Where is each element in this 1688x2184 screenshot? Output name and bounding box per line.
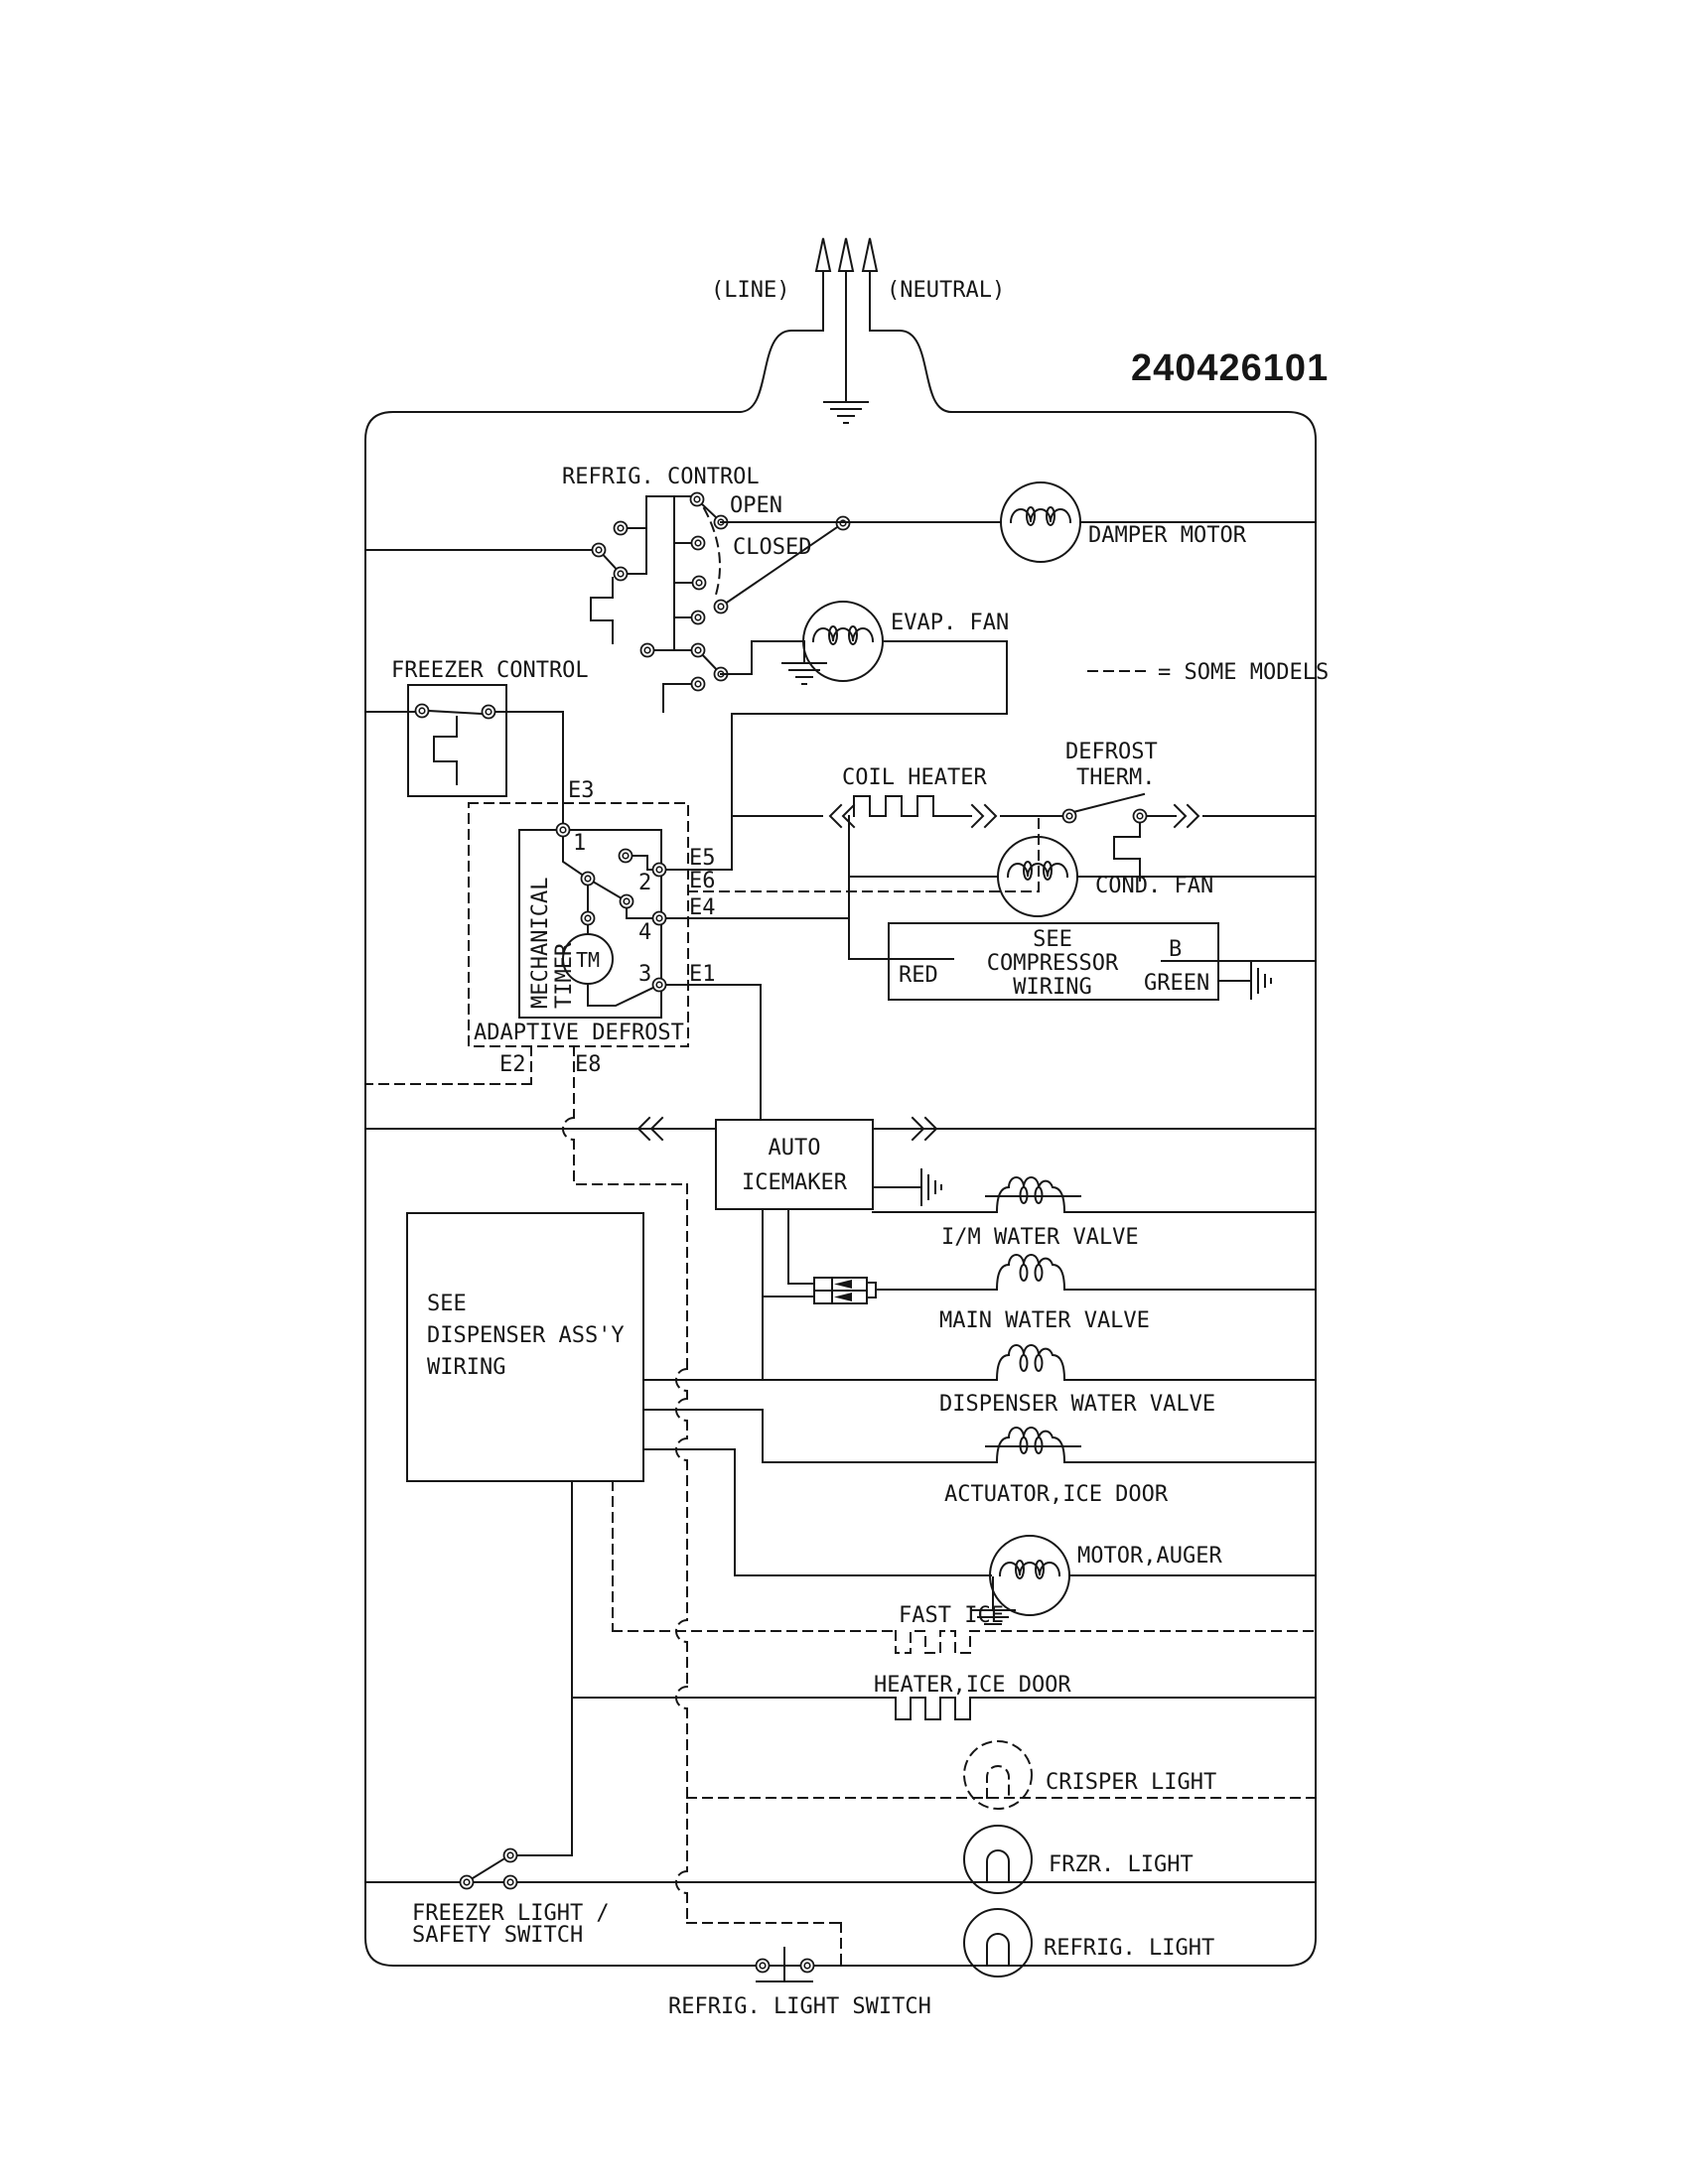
water-valves xyxy=(643,1177,1316,1417)
im-water-valve-label: I/M WATER VALVE xyxy=(941,1225,1139,1250)
connector-icon xyxy=(830,805,841,827)
neutral-label: (NEUTRAL) xyxy=(887,278,1006,303)
freezer-safety-label-2: SAFETY SWITCH xyxy=(412,1923,584,1948)
closed-label: CLOSED xyxy=(733,535,812,560)
dispenser-label-1: SEE xyxy=(427,1292,467,1316)
timer-1-label: 1 xyxy=(573,831,587,856)
e5-label: E5 xyxy=(689,846,716,871)
e6-label: E6 xyxy=(689,869,716,893)
e3-label: E3 xyxy=(568,778,595,803)
evap-fan-label: EVAP. FAN xyxy=(891,611,1010,635)
actuator-ice-door xyxy=(643,1410,1316,1507)
connector-icon xyxy=(985,805,996,827)
evap-fan-coil-icon xyxy=(813,626,873,644)
dispenser-label-2: DISPENSER ASS'Y xyxy=(427,1323,625,1348)
e8-label: E8 xyxy=(575,1052,602,1077)
heater-ice-door xyxy=(572,1673,1316,1719)
cond-fan-label: COND. FAN xyxy=(1095,874,1214,898)
freezer-control xyxy=(365,658,589,830)
dispenser-water-valve-label: DISPENSER WATER VALVE xyxy=(939,1392,1216,1417)
main-water-valve-coil-icon xyxy=(997,1255,1064,1290)
defrost-therm-label-2: THERM. xyxy=(1076,765,1156,790)
im-water-valve-coil-icon xyxy=(997,1177,1064,1212)
crisper-light-label: CRISPER LIGHT xyxy=(1046,1770,1217,1795)
compressor-label-1: SEE xyxy=(1033,927,1072,952)
cabinet-border xyxy=(365,331,1316,1966)
e4-label: E4 xyxy=(689,895,716,920)
defrost-heater-circuit xyxy=(688,740,1316,891)
coil-heater-label: COIL HEATER xyxy=(842,765,987,790)
line-label: (LINE) xyxy=(711,278,790,303)
legend xyxy=(1088,660,1329,685)
tm-label: TM xyxy=(575,948,601,972)
compressor-label-3: WIRING xyxy=(1013,975,1092,1000)
compressor-ground-icon xyxy=(1251,963,1271,999)
main-water-valve-label: MAIN WATER VALVE xyxy=(939,1308,1150,1333)
frzr-light-label: FRZR. LIGHT xyxy=(1049,1852,1194,1877)
fast-ice-element xyxy=(896,1631,970,1653)
fast-ice-label: FAST ICE xyxy=(899,1603,1004,1628)
heater-element xyxy=(896,1698,970,1719)
icemaker-label-2: ICEMAKER xyxy=(742,1170,847,1195)
legend-label: = SOME MODELS xyxy=(1158,660,1330,685)
b-label: B xyxy=(1169,937,1183,962)
refrig-control-label: REFRIG. CONTROL xyxy=(562,465,760,489)
e1-label: E1 xyxy=(689,962,716,987)
connector-icon xyxy=(972,805,983,827)
adaptive-defrost-timer xyxy=(365,778,849,1184)
diode-icon xyxy=(834,1293,852,1301)
auto-icemaker xyxy=(365,1118,1316,1209)
dispenser-assembly xyxy=(407,1213,643,1481)
freezer-control-label: FREEZER CONTROL xyxy=(391,658,589,683)
green-label: GREEN xyxy=(1144,971,1210,996)
red-label: RED xyxy=(899,963,938,988)
timer-2-label: 2 xyxy=(638,871,652,895)
timer-label: TIMER xyxy=(552,942,577,1009)
cond-fan xyxy=(849,816,1316,959)
diode-icon xyxy=(834,1280,852,1289)
refrig-light-circuit xyxy=(668,1909,1214,2019)
e2-label: E2 xyxy=(499,1052,526,1077)
damper-motor-coil-icon xyxy=(1011,507,1070,525)
refrig-light-label: REFRIG. LIGHT xyxy=(1044,1936,1215,1961)
freezer-safety-label-1: FREEZER LIGHT / xyxy=(412,1901,610,1926)
part-number: 240426101 xyxy=(1131,347,1330,389)
neutral-arrow-icon xyxy=(863,238,877,271)
line-arrow-icon xyxy=(816,238,830,271)
defrost-therm-label-1: DEFROST xyxy=(1065,740,1158,764)
ground-arrow-icon xyxy=(839,238,853,271)
compressor xyxy=(849,923,1316,1000)
e6-dashed-wire xyxy=(688,816,1039,891)
mechanical-label: MECHANICAL xyxy=(528,877,553,1009)
adaptive-defrost-label: ADAPTIVE DEFROST xyxy=(474,1021,684,1045)
connector-icon xyxy=(1188,805,1198,827)
heater-ice-door-label: HEATER,ICE DOOR xyxy=(874,1673,1071,1698)
compressor-label-2: COMPRESSOR xyxy=(986,951,1119,976)
coil-heater-element xyxy=(854,796,971,816)
dispenser-water-valve-coil-icon xyxy=(997,1345,1064,1380)
ground-icon xyxy=(824,402,868,423)
damper-motor-label: DAMPER MOTOR xyxy=(1088,523,1246,548)
open-label: OPEN xyxy=(730,493,782,518)
auger-coil-icon xyxy=(1000,1561,1059,1578)
actuator-coil-icon xyxy=(997,1428,1064,1462)
motor-auger-label: MOTOR,AUGER xyxy=(1077,1544,1222,1569)
refrig-light-switch-label: REFRIG. LIGHT SWITCH xyxy=(668,1994,931,2019)
crisper-light xyxy=(687,1741,1316,1809)
dispenser-label-3: WIRING xyxy=(427,1355,506,1380)
evap-fan xyxy=(721,602,1009,870)
timer-3-label: 3 xyxy=(638,962,652,987)
actuator-label: ACTUATOR,ICE DOOR xyxy=(944,1482,1169,1507)
icemaker-label-1: AUTO xyxy=(768,1136,821,1160)
icemaker-ground-icon xyxy=(921,1169,941,1205)
timer-4-label: 4 xyxy=(638,920,652,945)
